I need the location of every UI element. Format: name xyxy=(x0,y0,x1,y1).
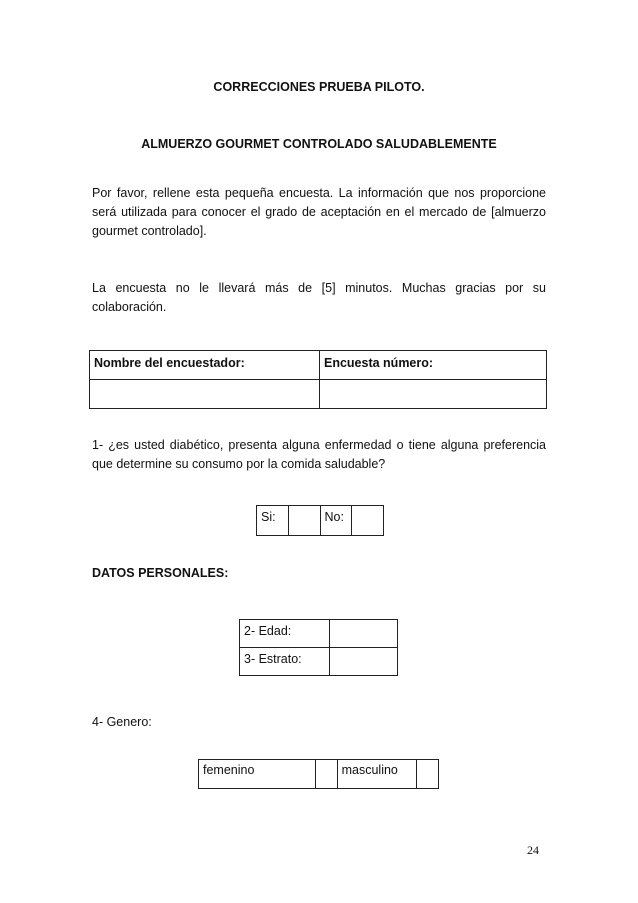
personal-data-table xyxy=(239,619,398,676)
document-title: CORRECCIONES PRUEBA PILOTO. xyxy=(213,80,425,94)
yes-checkbox[interactable] xyxy=(288,506,320,536)
question-1-text: 1- ¿es usted diabético, presenta alguna enfermedad o tiene alguna preferencia que determine su consumo por la comida saludable? xyxy=(92,438,546,471)
female-checkbox[interactable] xyxy=(315,760,337,789)
document-subtitle: ALMUERZO GOURMET CONTROLADO SALUDABLEMENTE xyxy=(141,137,497,151)
no-label: No: xyxy=(320,506,352,536)
stratum-label: 3- Estrato: xyxy=(240,648,330,676)
page-number: 24 xyxy=(527,843,539,857)
survey-number-label: Encuesta número: xyxy=(320,351,547,380)
stratum-field[interactable] xyxy=(330,648,398,676)
diabetic-answer-table xyxy=(256,505,384,536)
interviewer-label: Nombre del encuestador: xyxy=(90,351,320,380)
interviewer-name-field[interactable] xyxy=(90,380,320,409)
personal-data-heading: DATOS PERSONALES: xyxy=(92,566,229,580)
age-field[interactable] xyxy=(330,620,398,648)
intro-paragraph: Por favor, rellene esta pequeña encuesta. La información que nos proporcione será utilizada para conocer el grado de aceptación en el mercado de [almuerzo gourmet controlado]. xyxy=(92,186,546,238)
male-checkbox[interactable] xyxy=(417,760,439,789)
survey-number-field[interactable] xyxy=(320,380,547,409)
age-label: 2- Edad: xyxy=(240,620,330,648)
duration-paragraph: La encuesta no le llevará más de [5] minutos. Muchas gracias por su colaboración. xyxy=(92,281,546,314)
male-label: masculino xyxy=(337,760,417,789)
no-checkbox[interactable] xyxy=(352,506,384,536)
yes-label: Si: xyxy=(257,506,289,536)
female-label: femenino xyxy=(199,760,316,789)
interviewer-table xyxy=(89,350,547,409)
gender-table xyxy=(198,759,439,789)
gender-question: 4- Genero: xyxy=(92,715,152,729)
